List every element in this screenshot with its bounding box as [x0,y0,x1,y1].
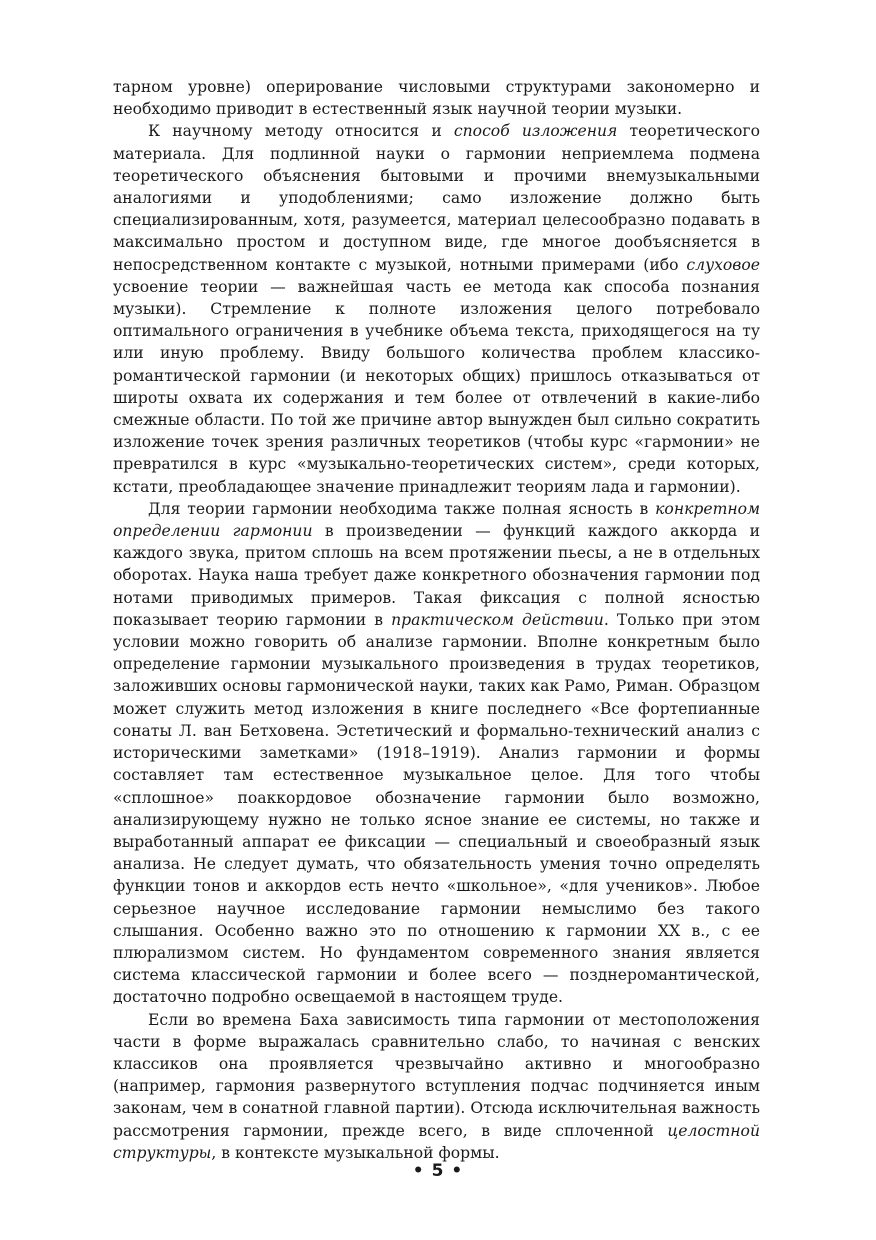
page-number: • 5 • [412,1161,464,1181]
paragraph-concrete-definition [113,498,760,1009]
italic-phrase: целостной структуры [113,1121,760,1162]
text-run: в произведении — функций каждого аккорда и каждого звука, притом сплошь на всем протяжении пьесы, а не в отдельных оборотах. Наука наша требует даже конкретного обозначения гармонии под нотами приводимых примеров. Такая фиксация с полной ясностью показывает теорию гармонии в [113,522,760,629]
italic-phrase: слуховое [686,255,760,274]
italic-phrase: практическом действии [391,610,604,629]
italic-phrase: конкретном определении гармонии [113,499,760,541]
text-run: тарном уровне) оперирование числовыми структурами закономерно и необходимо приводит в естественный язык научной теории музыки. [113,78,760,119]
text-run: К научному методу относится и [148,122,454,141]
text-run: . Только при этом условии можно говорить об анализе гармонии. Вполне конкретным было определение гармонии музыкального произведения в трудах теоретиков, заложивших основы гармонической науки, таких как Рамо, Риман. Образцом может служить метод изложения в книге последнего «Все фортепианные сонаты Л. ван Бетховена. Эстетический и формально-технический анализ с историческими заметками» (1918–1919). Анализ гармонии и формы составляет там естественное музыкальное целое. Для того чтобы «сплошное» поаккордовое обозначение гармонии было возможно, анализирующему нужно не только ясное знание ее системы, но также и выработанный аппарат ее фиксации — специальный и своеобразный язык анализа. Не следует думать, что обязательность умения точно определять функции тонов и аккордов есть нечто «школьное», «для учеников». Любое серьезное научное исследование гармонии немыслимо без такого слышания. Особенно важно это по отношению к гармонии XX в., с ее плюрализмом систем. Но фундаментом современного знания является система классической гармонии и более всего — позднеромантической, достаточно подробно освещаемой в настоящем труде. [113,610,761,1007]
italic-phrase: способ изложения [453,122,618,141]
text-run: , в контексте музыкальной формы. [211,1143,500,1162]
text-run: теоретического материала. Для подлинной науки о гармонии неприемлема подмена теоретического объяснения бытовыми и прочими внемузыкальными аналогиями и уподоблениями; само изложение должно быть специализированным, хотя, разумеется, материал целесообразно подавать в максимально простом и доступном виде, где многое дообъясняется в непосредственном контакте с музыкой, нотными примерами (ибо [113,122,760,274]
paragraph-continued [113,76,760,120]
main-text [113,76,760,1164]
text-run: Для теории гармонии необходима также полная ясность в [148,499,656,518]
paragraph-bach-era [113,1009,760,1164]
paragraph-method-of-exposition [113,120,760,497]
text-run: Если во времена Баха зависимость типа гармонии от местоположения части в форме выражалась сравнительно слабо, то начиная с венских классиков она проявляется чрезвычайно активно и многообразно (например, гармония развернутого вступления подчас подчиняется иным законам, чем в сонатной главной партии). Отсюда исключительная важность рассмотрения гармонии, прежде всего, в виде сплоченной [113,1010,760,1140]
text-run: усвоение теории — важнейшая часть ее метода как способа познания музыки). Стремление к полноте изложения целого потребовало оптимального ограничения в учебнике объема текста, приходящегося на ту или иную проблему. Ввиду большого количества проблем классико-романтической гармонии (и некоторых общих) пришлось отказываться от широты охвата их содержания и тем более от отвлечений в какие-либо смежные области. По той же причине автор вынужден был сильно сократить изложение точек зрения различных теоретиков (чтобы курс «гармонии» не превратился в курс «музыкально-теоретических систем», среди которых, кстати, преобладающее значение принадлежит теориям лада и гармонии). [113,277,760,496]
